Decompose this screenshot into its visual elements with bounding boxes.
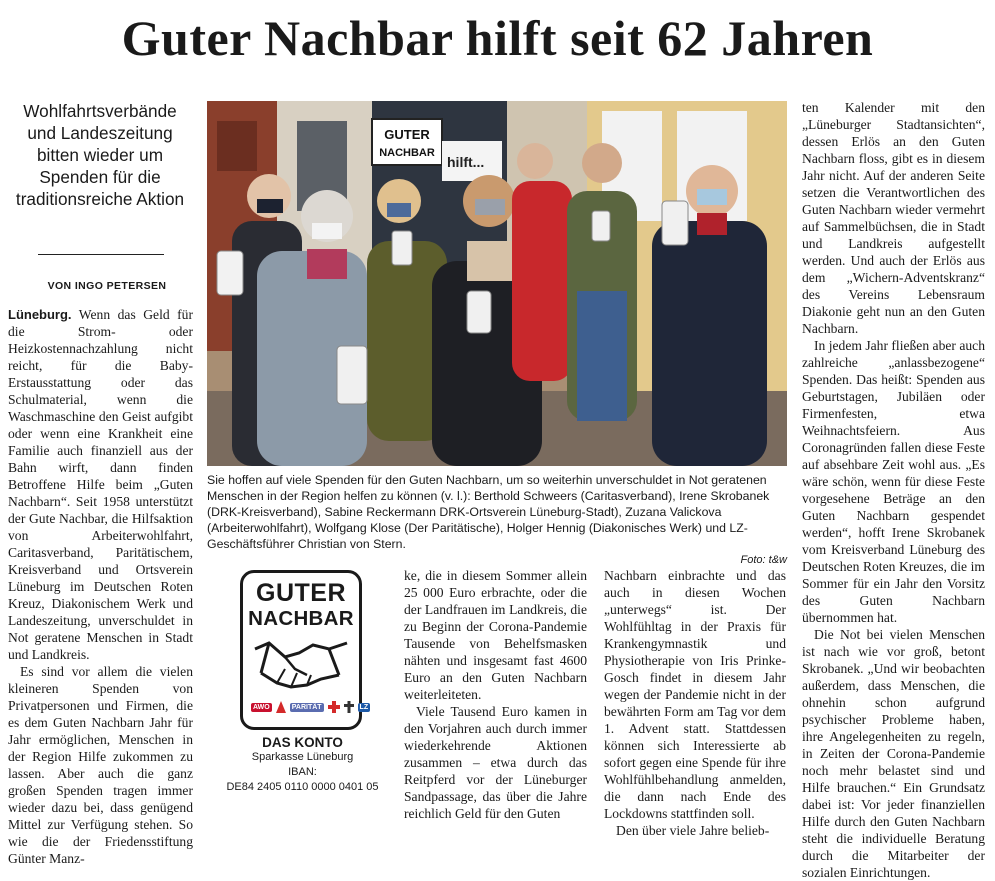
konto-bank: Sparkasse Lüneburg <box>251 751 354 763</box>
paragraph <box>8 306 193 663</box>
handshake-icon <box>251 635 351 693</box>
sign-text-2: NACHBAR <box>379 147 435 159</box>
konto-iban-label: IBAN: <box>288 766 317 778</box>
partner-logos <box>251 701 370 713</box>
paragraph: ten Kalender mit den „Lüneburger Stadtansichten“, dessen Erlös an den Guten Nachbarn floss, gibt es in diesem Jahr nicht. Auf der anderen Seite setzen die Verantwortlichen des Guten Nachbarn wieder vermehrt auf Sammelbüchsen, die in Stadt und Landkreis aufgestellt werden. Und auch der Erlös aus dem „Wichern-Adventskranz“ des Vereins Lebensraum Diakonie geht nun an den Guten Nachbarn. <box>802 100 985 336</box>
article-column-3 <box>404 567 587 822</box>
lz-logo: LZ <box>359 703 369 711</box>
diakonie-cross-icon <box>344 701 354 713</box>
article-column-1 <box>8 306 193 867</box>
paragraph: In jedem Jahr fließen aber auch zahlreiche „anlassbezogene“ Spenden. Das heißt: Spenden aus Geburtstagen, Jubiläen oder Firmenfesten, etwa Weihnachtsfeiern. Aus Coronagründen fallen diese Feste auf absehbare Zeit wohl aus. „Es wäre schön, wenn für diese Feste vorgesehene Beträge an den Guten Nachbarn gespendet werden“, hofft Irene Skrobanek vom Kreisverband Lüneburg des Deutschen Roten Kreuzes, die im Sommer für ein Jahr den Vorsitz des Guten Nachbarn übernommen hat. <box>802 338 985 625</box>
subhead-divider <box>38 254 164 255</box>
konto-title: DAS KONTO <box>262 735 343 750</box>
article-column-5 <box>802 99 985 881</box>
article-photo <box>207 101 787 466</box>
paritaet-logo: PARITÄT <box>291 703 322 711</box>
paragraph: ke, die in diesem Sommer allein 25 000 Euro erbrachte, oder die der Landfrauen im Landkreis, die zu Beginn der Corona-Pandemie Tausende von Behelfsmasken nähten und insgesamt fast 4600 Euro an den Guten Nachbarn weiterleiteten. <box>404 568 587 702</box>
photo-credit: Foto: t&w <box>740 554 787 566</box>
guter-nachbar-logo <box>240 570 369 730</box>
paragraph: Die Not bei vielen Menschen ist nach wie vor groß, betont Skrobanek. „Und wir beobachten außerdem, dass Menschen, die ohnehin schon aufgrund psychischer Probleme haben, ihre Angelegenheiten zu regeln, in Zeiten der Corona-Pandemie noch mehr belastet sind und Hilfe brauchen.“ Ein Grundsatz dabei ist: Vor jeder finanziellen Hilfe durch den Guten Nachbarn steht die individuelle Beratung durch die Mitarbeiter der sozialen Einrichtungen. <box>802 627 985 880</box>
headline: Guter Nachbar hilft seit 62 Jahren <box>121 10 874 66</box>
subheadline: Wohlfahrtsverbände und Landeszeitung bitten wieder um Spenden für die traditionsreiche Aktion <box>15 101 185 209</box>
caritas-flame-icon <box>276 701 286 713</box>
logo-text-nachbar: NACHBAR <box>248 607 354 630</box>
awo-logo: AWO <box>253 703 270 711</box>
konto-iban: DE84 2405 0110 0000 0401 05 <box>226 781 379 793</box>
logo-text-guter: GUTER <box>256 579 346 607</box>
caption-text: Sie hoffen auf viele Spenden für den Guten Nachbarn, um so weiterhin unverschuldet in Not geratenen Menschen in der Region helfen zu können (v. l.): Berthold Schweers (Caritasverband), Irene Skrobanek (DRK-Kreisverband), Sabine Reckermann DRK-Ortsverein Lüneburg-Stadt), Zuzana Valickova (Arbeiterwohlfahrt), Wolfgang Klose (Der Paritätische), Holger Hennig (Diakonisches Werk) und LZ-Geschäftsführer Christian von Stern. <box>207 473 770 551</box>
paragraph: Den über viele Jahre belieb- <box>616 823 770 838</box>
dateline: Lüneburg. <box>8 307 72 322</box>
paragraph-text: Wenn das Geld für die Strom- oder Heizkostennachzahlung nicht reicht, für die Baby-Erstausstattung oder das Schulmaterial, wenn die Waschmaschine den Geist aufgibt oder wenn eine Krankheit eine Familie auch finanziell aus der Bahn wirft, dann finden Betroffene Hilfe beim „Guten Nachbarn“. Seit 1958 unterstützt der Gute Nachbar, die Hilfsaktion von Arbeiterwohlfahrt, Caritasverband, Paritätischem, Kreisverband und Ortsverein Lüneburg im Deutschen Roten Kreuz, Diakonischem Werk und Landeszeitung, unverschuldet in Not geratene Menschen in Stadt und Landkreis. <box>8 307 193 662</box>
paragraph: Es sind vor allem die vielen kleineren Spenden von Privatpersonen und Firmen, die es dem Guten Nachbarn Jahr für Jahr ermöglichen, Menschen in der Region Hilfe zukommen zu lassen. Aber auch die ganz großen Spenden tragen immer wieder dazu bei, dass genügend Mittel zur Verfügung stehen. So wie die der Friedensstiftung Günter Manz- <box>8 664 193 866</box>
article-column-4 <box>604 567 786 839</box>
bank-account-box <box>220 735 385 795</box>
paragraph: Viele Tausend Euro kamen in den Vorjahren auch durch immer wiederkehrende Aktionen zusammen – etwa durch das Reitpferd vor der Lüneburger Sandpassage, das über die Jahre reichlich Geld für den Guten <box>404 704 587 821</box>
red-cross-icon <box>328 701 340 713</box>
paragraph: Nachbarn einbrachte und das auch in diesen Wochen „unterwegs“ ist. Der Wohlfühltag in der Praxis für Krankengymnastik und Physiotherapie von Iris Prinke-Gosch findet in diesem Jahr wegen der Pandemie nicht in der bewährten Form am Tag vor dem 1. Advent statt. Stattdessen können sich Interessierte ab sofort gegen eine Spende für ihre Wohlfühlbehandlung anmelden, die dann nach Ende des Lockdowns stattfinden soll. <box>604 568 786 821</box>
byline: VON INGO PETERSEN <box>47 280 167 292</box>
sign-text-1: GUTER <box>384 127 430 142</box>
photo-caption <box>207 472 787 566</box>
guter-nachbar-sign <box>372 119 442 165</box>
photo-scene <box>207 101 787 466</box>
poster-text: hilft... <box>447 154 485 170</box>
